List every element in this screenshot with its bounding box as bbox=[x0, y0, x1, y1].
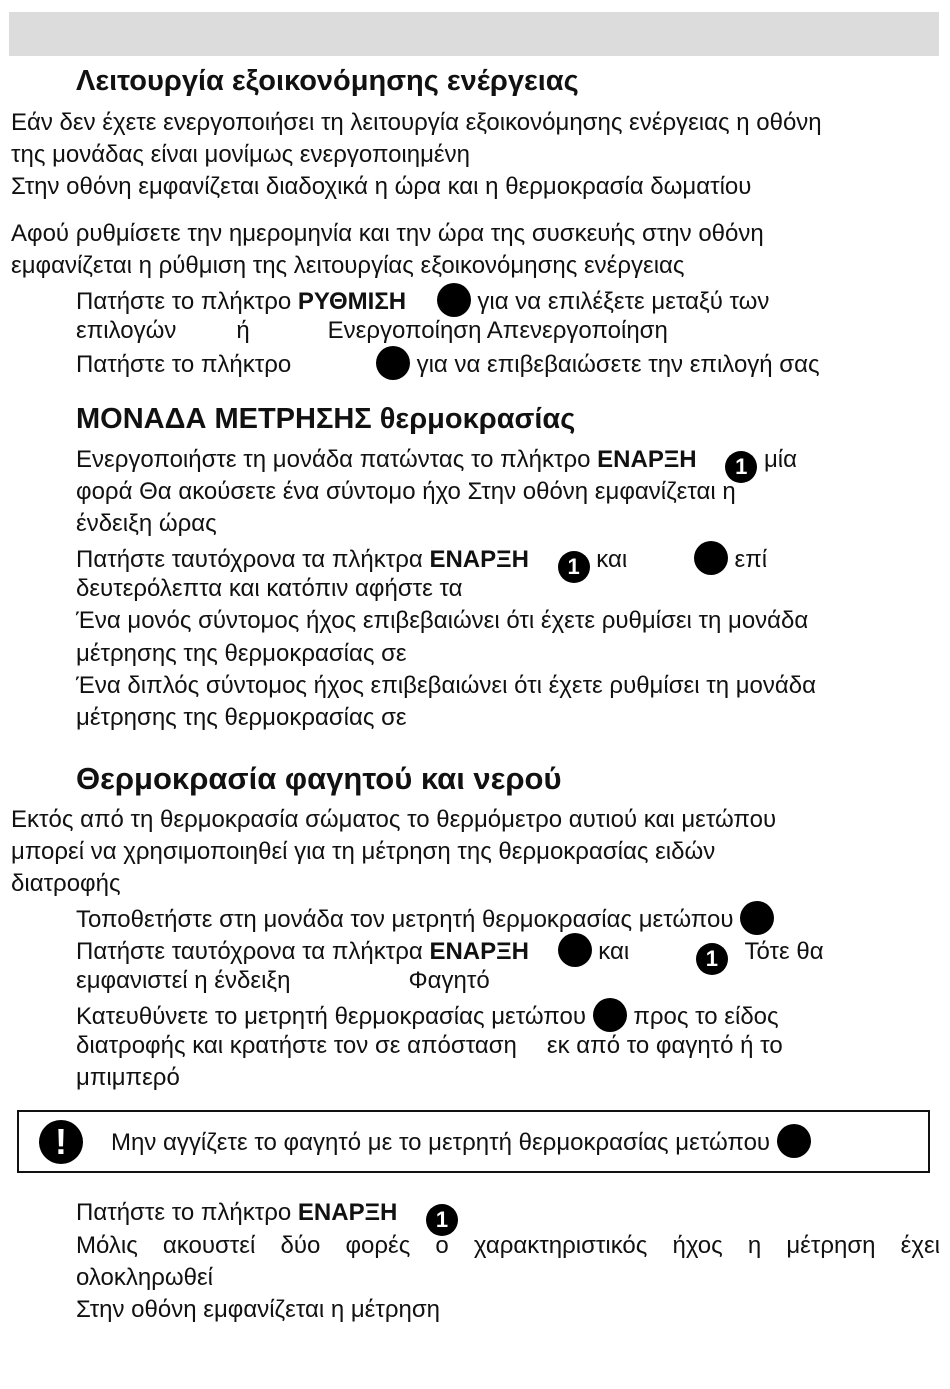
instruction-text: Ενεργοποιήστε τη μονάδα πατώντας το πλήκτρο bbox=[76, 446, 598, 473]
heading-energy-saving: Λειτουργία εξοικονόμησης ενέργειας bbox=[76, 65, 579, 97]
paragraph-line: εμφανίζεται η ρύθμιση της λειτουργίας εξοικονόμησης ενέργειας bbox=[11, 252, 685, 279]
instruction-line: Ένα μονός σύντομος ήχος επιβεβαιώνει ότι έχετε ρυθμίσει τη μονάδα bbox=[76, 607, 809, 634]
warning-icon: ! bbox=[39, 1120, 83, 1164]
paragraph-line: μπορεί να χρησιμοποιηθεί για τη μέτρηση της θερμοκρασίας ειδών bbox=[11, 838, 716, 865]
header-bar bbox=[9, 12, 939, 56]
instruction-line: Ένα διπλός σύντομος ήχος επιβεβαιώνει ότι έχετε ρυθμίσει τη μονάδα bbox=[76, 672, 817, 699]
instruction-text: Κατευθύνετε το μετρητή θερμοκρασίας μετώπου bbox=[76, 1003, 586, 1030]
instruction-text: εκ από το φαγητό ή το bbox=[546, 1032, 783, 1059]
instruction-text: επί bbox=[734, 546, 768, 573]
instruction-line bbox=[76, 315, 668, 347]
key-label-start: ΕΝΑΡΞΗ bbox=[429, 938, 529, 965]
instruction-line: ένδειξη ώρας bbox=[76, 510, 217, 537]
instruction-text: Πατήστε το πλήκτρο bbox=[76, 1199, 298, 1226]
key-label-start: ΕΝΑΡΞΗ bbox=[297, 1199, 398, 1226]
paragraph-line: Αφού ρυθμίσετε την ημερομηνία και την ώρα της συσκευής στην οθόνη bbox=[11, 220, 764, 247]
instruction-line: μπιμπερό bbox=[76, 1064, 180, 1091]
forehead-probe-icon bbox=[740, 901, 774, 935]
instruction-text: Πατήστε το πλήκτρο bbox=[76, 351, 292, 378]
instruction-line: μέτρησης της θερμοκρασίας σε bbox=[76, 704, 407, 731]
paragraph-line: Εάν δεν έχετε ενεργοποιήσει τη λειτουργία εξοικονόμησης ενέργειας η οθόνη bbox=[11, 109, 822, 136]
instruction-line: ολοκληρωθεί bbox=[76, 1264, 213, 1291]
instruction-line bbox=[76, 283, 769, 318]
instruction-line: Μόλις ακουστεί δύο φορές ο χαρακτηριστικός ήχος η μέτρηση έχει bbox=[76, 1232, 940, 1259]
instruction-line: Στην οθόνη εμφανίζεται η μέτρηση bbox=[76, 1296, 441, 1323]
instruction-line: μέτρησης της θερμοκρασίας σε bbox=[76, 640, 407, 667]
instruction-text: Τοποθετήστε στη μονάδα τον μετρητή θερμοκρασίας μετώπου bbox=[76, 906, 734, 933]
warning-message: Μην αγγίζετε το φαγητό με το μετρητή θερμοκρασίας μετώπου bbox=[111, 1129, 771, 1156]
forehead-probe-icon bbox=[593, 998, 627, 1032]
key-one-icon: 1 bbox=[725, 451, 757, 483]
heading-food-water: Θερμοκρασία φαγητού και νερού bbox=[76, 761, 562, 796]
key-one-icon: 1 bbox=[696, 943, 728, 975]
instruction-text: Πατήστε ταυτόχρονα τα πλήκτρα bbox=[76, 546, 430, 573]
instruction-text: και bbox=[598, 938, 630, 965]
paragraph-line: Εκτός από τη θερμοκρασία σώματος το θερμόμετρο αυτιού και μετώπου bbox=[11, 806, 777, 833]
warning-box bbox=[17, 1110, 930, 1173]
instruction-line bbox=[76, 901, 774, 936]
instruction-line bbox=[76, 998, 779, 1033]
heading-measurement-unit: ΜΟΝΑΔΑ ΜΕΤΡΗΣΗΣ θερμοκρασίας bbox=[76, 403, 576, 435]
key-button-icon bbox=[437, 283, 471, 317]
instruction-text: διατροφής και κρατήστε τον σε απόσταση bbox=[76, 1032, 517, 1059]
instruction-line bbox=[76, 965, 490, 997]
instruction-text: μία bbox=[763, 446, 798, 473]
instruction-text: Τότε θα bbox=[744, 938, 824, 965]
instruction-text: ή bbox=[236, 317, 250, 344]
instruction-text: Φαγητό bbox=[408, 967, 490, 994]
instruction-text: Πατήστε ταυτόχρονα τα πλήκτρα bbox=[76, 938, 430, 965]
instruction-text: για να επιλέξετε μεταξύ των bbox=[477, 288, 770, 315]
instruction-text: Πατήστε το πλήκτρο bbox=[76, 288, 298, 315]
instruction-text: και bbox=[596, 546, 628, 573]
instruction-text: επιλογών bbox=[76, 317, 177, 344]
warning-text bbox=[111, 1124, 811, 1159]
key-button-icon bbox=[376, 346, 410, 380]
instruction-text: προς το είδος bbox=[633, 1003, 779, 1030]
key-button-icon bbox=[694, 541, 728, 575]
instruction-line: φορά Θα ακούσετε ένα σύντομο ήχο Στην οθόνη εμφανίζεται η bbox=[76, 478, 736, 505]
key-one-icon: 1 bbox=[426, 1204, 458, 1236]
instruction-line bbox=[76, 1030, 783, 1062]
paragraph-line: της μονάδας είναι μονίμως ενεργοποιημένη bbox=[11, 141, 470, 168]
key-label-start: ΕΝΑΡΞΗ bbox=[597, 446, 697, 473]
key-button-icon bbox=[558, 933, 592, 967]
instruction-line: δευτερόλεπτα και κατόπιν αφήστε τα bbox=[76, 575, 463, 602]
key-label-setting: ΡΥΘΜΙΣΗ bbox=[297, 288, 407, 315]
instruction-text: Ενεργοποίηση Απενεργοποίηση bbox=[327, 317, 668, 344]
instruction-text: εμφανιστεί η ένδειξη bbox=[76, 967, 291, 994]
paragraph-line: διατροφής bbox=[11, 870, 121, 897]
paragraph-line: Στην οθόνη εμφανίζεται διαδοχικά η ώρα και η θερμοκρασία δωματίου bbox=[11, 173, 752, 200]
instruction-text: για να επιβεβαιώσετε την επιλογή σας bbox=[416, 351, 820, 378]
forehead-probe-icon bbox=[777, 1124, 811, 1158]
instruction-line bbox=[76, 346, 820, 381]
key-label-start: ΕΝΑΡΞΗ bbox=[429, 546, 529, 573]
key-one-icon: 1 bbox=[558, 551, 590, 583]
